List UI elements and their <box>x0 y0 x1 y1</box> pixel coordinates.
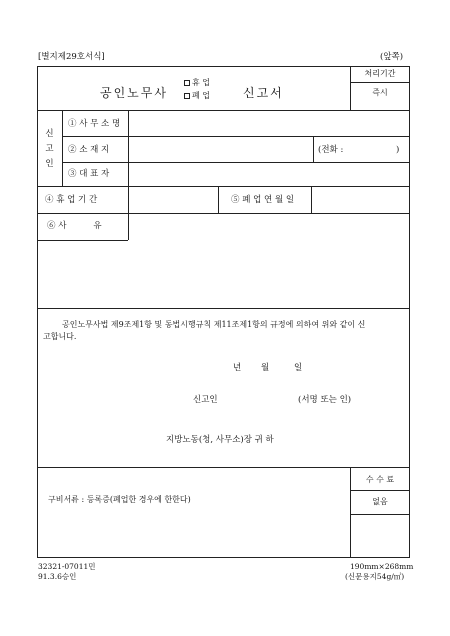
declaration-line-1: 공인노무사법 제9조제1항 및 동법시행규칙 제11조제1항의 규정에 의하여 위와 같이 신 <box>62 320 366 329</box>
fee-value: 없음 <box>372 497 388 506</box>
checkbox-suspension-row <box>184 79 210 87</box>
phone-field[interactable] <box>355 140 393 158</box>
closure-date-label: ⑤ 폐 업 연 월 일 <box>231 195 295 205</box>
suspension-period-field[interactable] <box>130 188 216 211</box>
applicant-group-label-1: 신 <box>45 129 54 139</box>
reason-label-bottom-rule <box>37 240 128 241</box>
form-number: [별지제29호서식] <box>38 52 105 62</box>
footer-paper: (신문용지54g/㎡) <box>345 572 405 581</box>
representative-field[interactable] <box>130 164 408 184</box>
title-right: 신고서 <box>243 86 284 100</box>
fee-label: 수 수 료 <box>365 475 395 484</box>
footer-size: 190mm×268mm <box>350 562 414 571</box>
phone-close: ) <box>396 145 400 155</box>
signer-label: 신고인 <box>193 395 218 405</box>
applicant-row-rule-2 <box>62 162 410 163</box>
required-documents: 구비서류 : 등록증(폐업한 경우에 한한다) <box>48 495 191 504</box>
checkbox-suspension-label: 휴 업 <box>192 78 210 87</box>
period-divider-1 <box>128 186 129 213</box>
applicant-row-rule-1 <box>62 136 410 137</box>
fee-row-rule-2 <box>350 514 410 515</box>
closure-date-field[interactable] <box>313 188 408 211</box>
applicant-group-label-2: 고 <box>45 144 54 154</box>
signer-field[interactable] <box>230 390 294 406</box>
address-field[interactable] <box>130 138 311 160</box>
processing-divider <box>350 82 410 83</box>
reason-label: ⑥ 사 유 <box>47 221 102 231</box>
reason-label-right-rule <box>128 213 129 240</box>
footer-approval: 91.3.6승인 <box>38 572 77 581</box>
processing-period-value: 즉시 <box>372 88 388 97</box>
address-label: ② 소 재 지 <box>68 145 110 155</box>
declaration-line-2: 고합니다. <box>43 332 77 341</box>
footer-code: 32321-07011민 <box>38 562 96 571</box>
applicant-label-divider <box>128 110 129 186</box>
reason-field[interactable] <box>40 243 407 305</box>
title-bottom-rule <box>37 110 410 111</box>
applicant-group-divider <box>62 110 63 186</box>
date-year-label: 년 <box>233 363 242 373</box>
page-side: (앞쪽) <box>380 52 404 62</box>
reason-bottom-rule <box>37 308 410 309</box>
period-divider-3 <box>311 186 312 213</box>
processing-period-label: 처리기간 <box>364 69 396 78</box>
checkbox-closure[interactable] <box>184 93 190 99</box>
fee-row-rule-1 <box>350 490 410 491</box>
title-left: 공인노무사 <box>100 86 168 100</box>
declaration-bottom-rule <box>37 467 410 468</box>
date-day-label: 일 <box>294 363 303 373</box>
checkbox-closure-row <box>184 92 210 100</box>
period-divider-2 <box>218 186 219 213</box>
suspension-period-label: ④ 휴 업 기 간 <box>45 195 98 205</box>
applicant-bottom-rule <box>37 186 410 187</box>
checkbox-suspension[interactable] <box>184 80 190 86</box>
checkbox-closure-label: 폐 업 <box>192 91 210 100</box>
applicant-group-label-3: 인 <box>45 159 54 169</box>
office-name-field[interactable] <box>130 112 408 134</box>
phone-divider <box>313 136 314 162</box>
addressee: 지방노동(청, 사무소)장 귀 하 <box>166 435 274 445</box>
phone-label: (전화 : <box>318 145 344 155</box>
office-name-label: ① 사 무 소 명 <box>68 119 121 129</box>
signer-note: (서명 또는 인) <box>298 395 352 405</box>
representative-label: ③ 대 표 자 <box>68 169 110 179</box>
date-month-label: 월 <box>261 363 270 373</box>
period-bottom-rule <box>37 213 410 214</box>
